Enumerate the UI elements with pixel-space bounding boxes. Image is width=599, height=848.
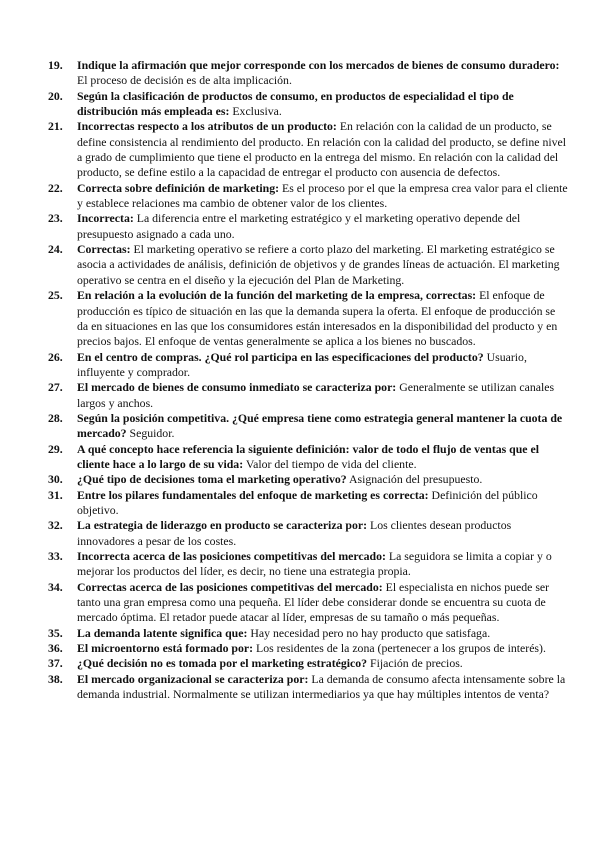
item-number: 31.: [48, 487, 63, 502]
list-item: [48, 549, 568, 580]
item-answer: El enfoque de producción es típico de situación en las que la demanda supera la oferta. El enfoque de producción se da en situaciones en las que los consumidores están interesados en la disponibilidad del producto y en precios bajos. El enfoque de ventas generalmente se aplica a los bienes no buscados.: [77, 288, 558, 349]
item-number: 37.: [48, 656, 63, 671]
item-question: En el centro de compras. ¿Qué rol participa en las especificaciones del producto?: [77, 349, 484, 364]
item-number: 23.: [48, 211, 63, 226]
item-number: 30.: [48, 472, 63, 487]
list-item: [48, 181, 568, 212]
item-question: ¿Qué tipo de decisiones toma el marketing operativo?: [77, 472, 347, 487]
item-number: 21.: [48, 119, 63, 134]
list-item: [48, 518, 568, 549]
item-answer: El proceso de decisión es de alta implicación.: [77, 73, 292, 88]
item-question: Correctas acerca de las posiciones competitivas del mercado:: [77, 579, 383, 594]
item-question: A qué concepto hace referencia la siguiente definición: valor de todo el flujo de ventas que el cliente hace a lo largo de su vida:: [77, 441, 540, 471]
item-question: Incorrecta:: [77, 211, 134, 226]
item-number: 35.: [48, 625, 63, 640]
item-answer: Exclusiva.: [232, 104, 282, 119]
item-question: El mercado de bienes de consumo inmediato se caracteriza por:: [77, 380, 397, 395]
list-item: [48, 580, 568, 626]
item-question: Indique la afirmación que mejor corresponde con los mercados de bienes de consumo duradero:: [77, 58, 560, 72]
item-number: 33.: [48, 549, 63, 563]
item-number: 36.: [48, 641, 63, 656]
item-answer: El especialista en nichos puede ser tanto una gran empresa como una pequeña. El líder debe considerar donde se encuentra su cuota de mercado óptima. El retador puede atacar al líder, empresas de su tamaño o más pequeñas.: [77, 579, 550, 625]
item-number: 32.: [48, 518, 63, 533]
list-item: [48, 411, 568, 442]
question-list: [48, 58, 568, 702]
item-number: 38.: [48, 671, 63, 686]
item-number: 20.: [48, 88, 63, 103]
item-question: Incorrectas respecto a los atributos de un producto:: [77, 119, 337, 134]
item-question: Según la posición competitiva. ¿Qué empresa tiene como estrategia general mantener la cuota de mercado?: [77, 410, 563, 441]
item-answer: Los clientes desean productos innovadores a pesar de los costes.: [77, 518, 512, 548]
list-item: [48, 641, 568, 656]
item-question: Entre los pilares fundamentales del enfoque de marketing es correcta:: [77, 487, 429, 502]
item-question: Correctas:: [77, 242, 131, 257]
list-item: [48, 350, 568, 381]
item-question: La demanda latente significa que:: [77, 625, 248, 640]
item-question: En relación a la evolución de la función del marketing de la empresa, correctas:: [77, 288, 477, 303]
list-item: [48, 211, 568, 242]
list-item: [48, 242, 568, 288]
item-question: La estrategia de liderazgo en producto se caracteriza por:: [77, 518, 368, 533]
item-answer: Asignación del presupuesto.: [348, 472, 483, 487]
item-answer: Usuario, influyente y comprador.: [77, 349, 527, 379]
item-answer: En relación con la calidad de un producto, se define consistencia al rendimiento del producto. En relación con la calidad del producto, se define nivel a grado de cumplimiento que tiene el producto en la entrega del mismo. En relación con la calidad del producto, se define estilo a la capacidad de entregar el producto con ausencia de defectos.: [77, 119, 567, 180]
list-item: [48, 380, 568, 411]
list-item: [48, 119, 568, 180]
item-answer: Hay necesidad pero no hay producto que satisfaga.: [250, 625, 491, 640]
item-number: 34.: [48, 579, 63, 594]
list-item: [48, 656, 568, 671]
list-item: [48, 672, 568, 703]
item-answer: Es el proceso por el que la empresa crea valor para el cliente y establece relaciones ma cambio de obtener valor de los clientes.: [77, 180, 568, 211]
item-answer: La seguidora se limita a copiar y o mejorar los productos del líder, es decir, no tiene una estrategia propia.: [77, 549, 552, 579]
item-answer: Seguidor.: [129, 426, 175, 441]
item-answer: Los residentes de la zona (pertenecer a los grupos de interés).: [256, 641, 546, 656]
item-question: El microentorno está formado por:: [77, 641, 254, 656]
item-answer: La demanda de consumo afecta intensamente sobre la demanda industrial. Normalmente se utilizan intermediarios ya que hay múltiples intentos de venta?: [77, 671, 566, 702]
item-answer: Valor del tiempo de vida del cliente.: [245, 456, 417, 471]
list-item: [48, 488, 568, 519]
list-item: [48, 442, 568, 473]
item-question: Según la clasificación de productos de consumo, en productos de especialidad el tipo de distribución más empleada es:: [77, 88, 514, 119]
list-item: [48, 288, 568, 349]
list-item: [48, 626, 568, 641]
item-question: ¿Qué decisión no es tomada por el marketing estratégico?: [77, 656, 368, 671]
item-answer: El marketing operativo se refiere a corto plazo del marketing. El marketing estratégico se asocia a actividades de análisis, definición de objetivos y de grandes líneas de actuación. El marketing operativo se centra en el diseño y la ejecución del Plan de Marketing.: [77, 242, 560, 287]
item-number: 26.: [48, 349, 63, 364]
item-question: Incorrecta acerca de las posiciones competitivas del mercado:: [77, 549, 386, 563]
list-item: [48, 58, 568, 89]
item-number: 19.: [48, 58, 63, 72]
item-question: Correcta sobre definición de marketing:: [77, 180, 280, 195]
item-answer: La diferencia entre el marketing estratégico y el marketing operativo depende del presupuesto asignado a cada uno.: [77, 211, 521, 241]
item-answer: Fijación de precios.: [370, 656, 463, 671]
item-answer: Generalmente se utilizan canales largos y anchos.: [77, 380, 555, 410]
list-item: [48, 89, 568, 120]
item-answer: Definición del público objetivo.: [77, 487, 538, 517]
item-question: El mercado organizacional se caracteriza por:: [77, 671, 309, 686]
item-number: 29.: [48, 441, 63, 456]
item-number: 22.: [48, 180, 63, 195]
item-number: 24.: [48, 242, 63, 257]
item-number: 25.: [48, 288, 63, 303]
item-number: 28.: [48, 410, 63, 425]
list-item: [48, 472, 568, 487]
item-number: 27.: [48, 380, 63, 395]
